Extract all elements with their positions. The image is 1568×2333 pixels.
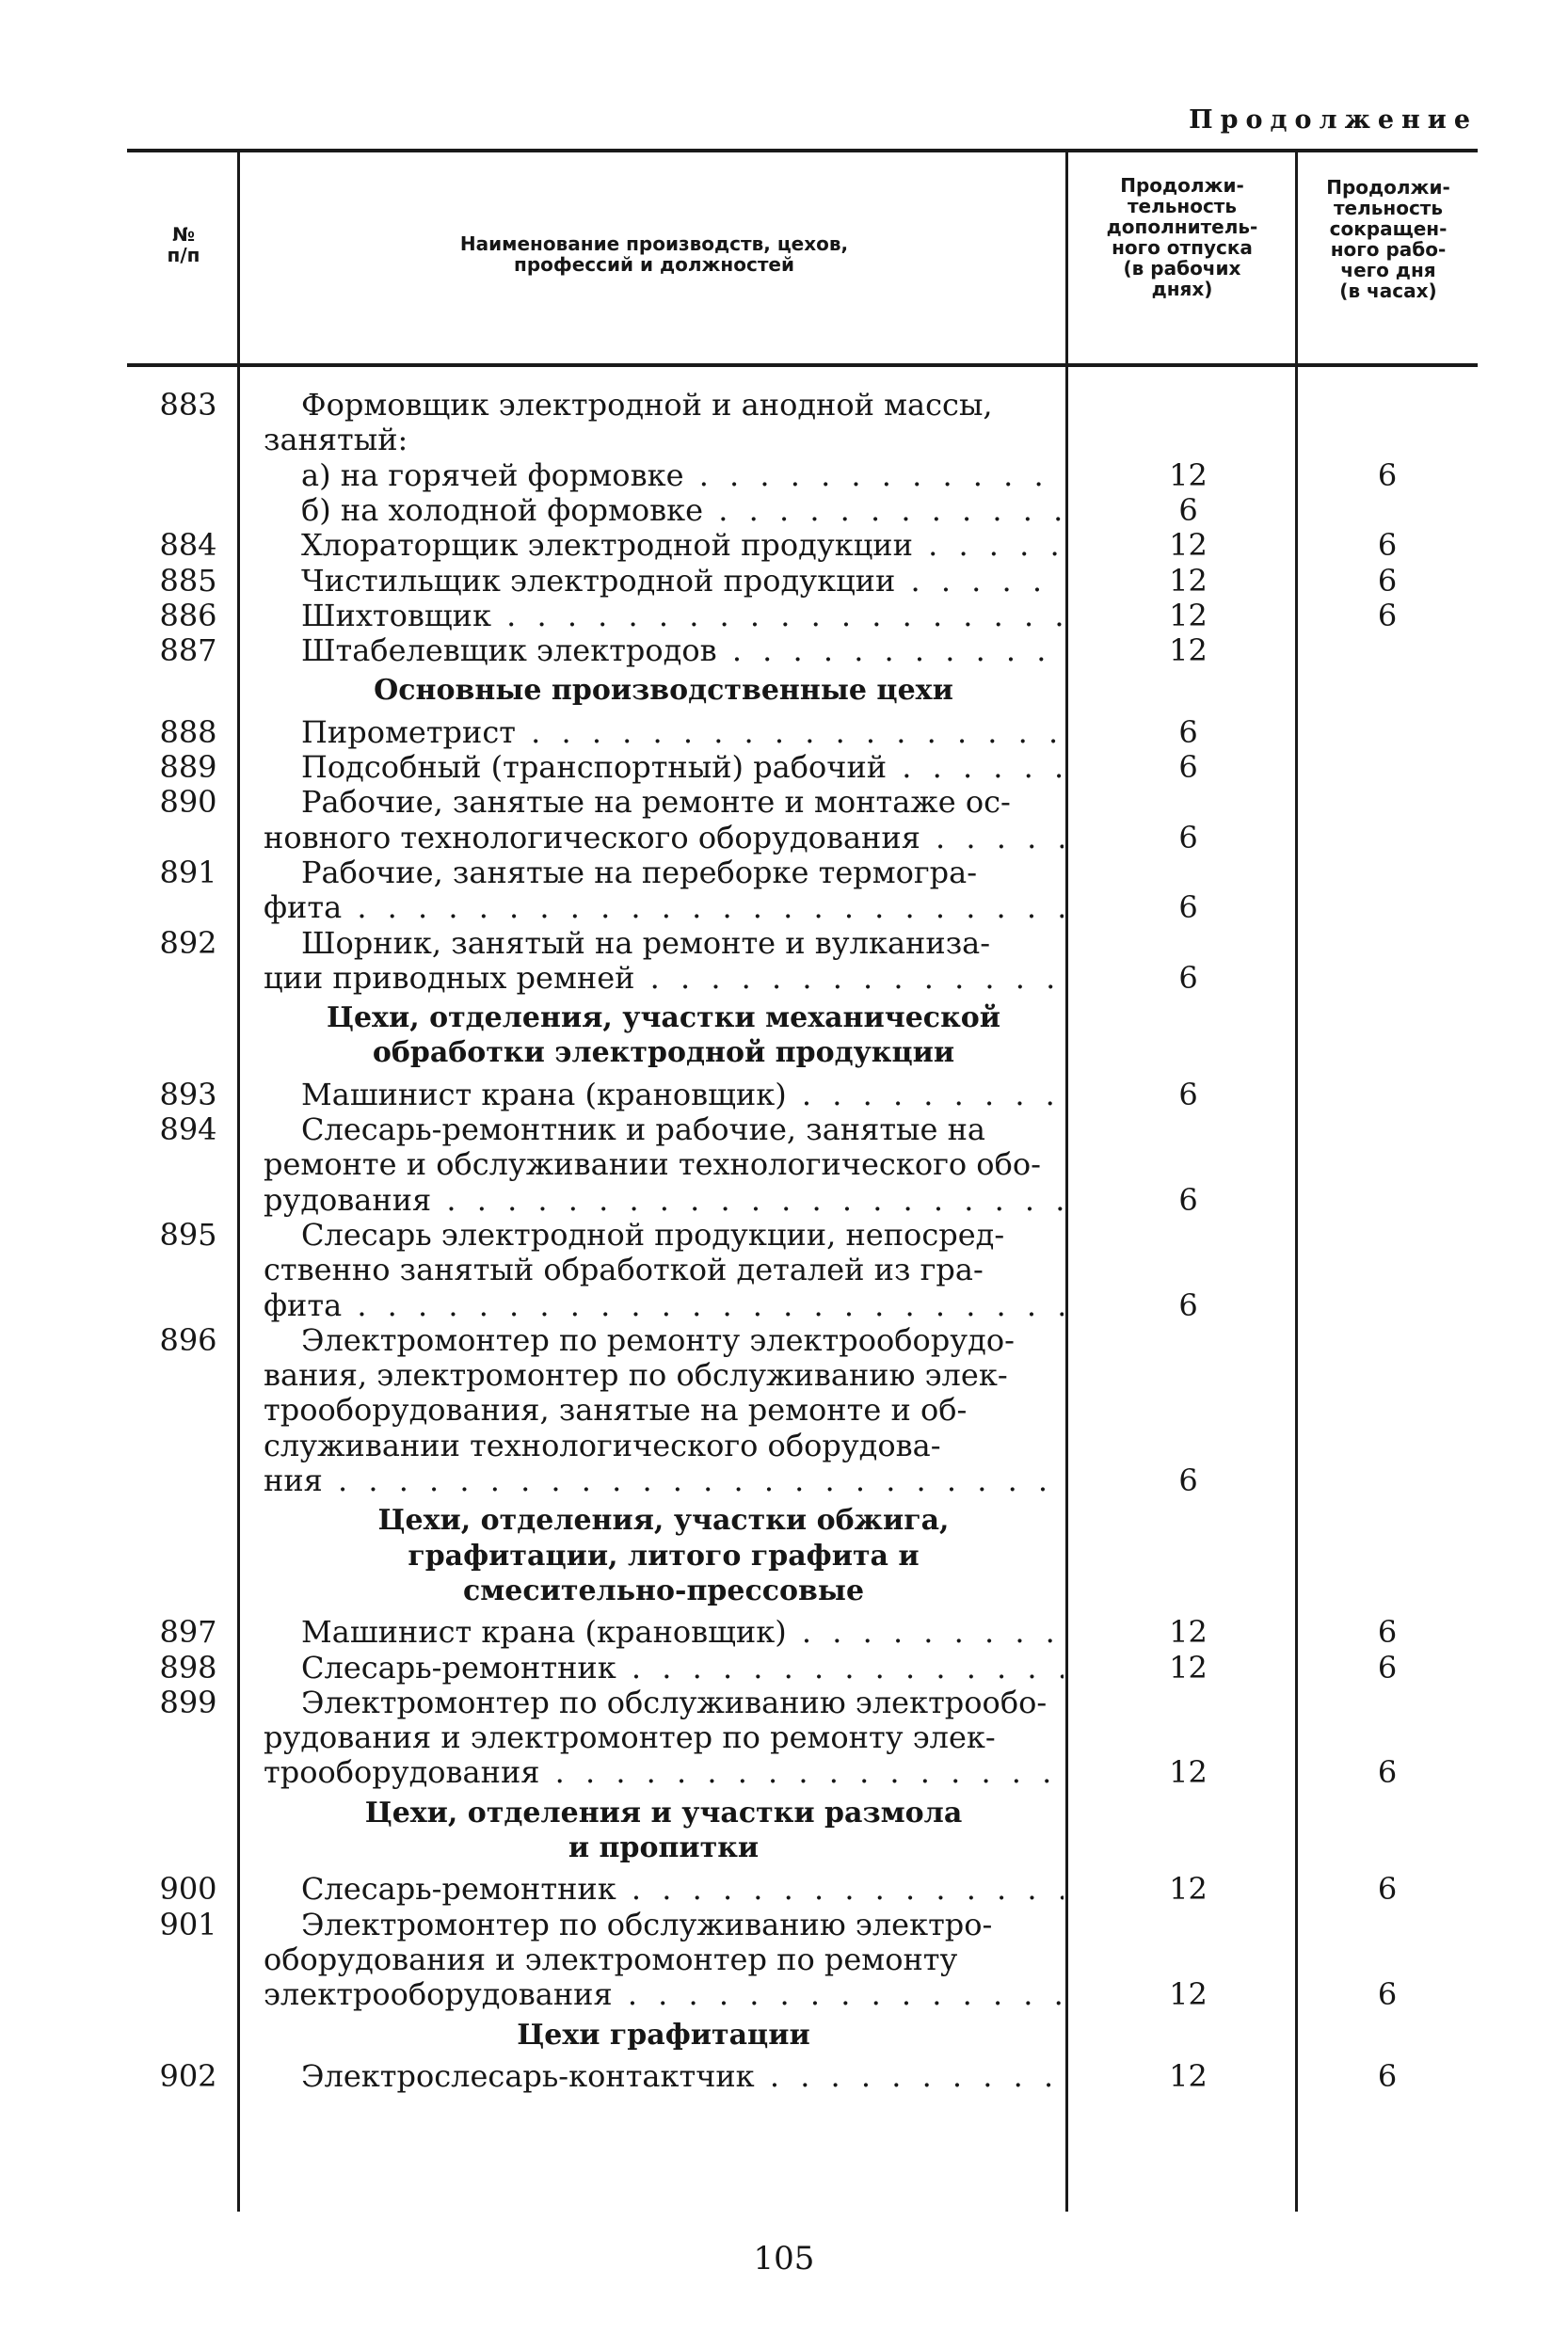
- row-name: трооборудования, занятые на ремонте и об-: [264, 1392, 968, 1429]
- row-name: Машинист крана (крановщик) . . .: [301, 1613, 1064, 1651]
- row-number: 897: [159, 1614, 217, 1651]
- row-name: Электромонтер по ремонту электрооборудо-: [301, 1321, 1015, 1358]
- table-row: [0, 2057, 1568, 2095]
- row-name: Рабочие, занятые на ремонте и монтаже ос-: [301, 784, 1011, 821]
- section-heading: графитации, литого графита и: [408, 1539, 920, 1573]
- table-row: [0, 1684, 1568, 1721]
- table-row: [0, 1613, 1568, 1651]
- row-number: 891: [159, 854, 217, 890]
- table-row: [0, 526, 1568, 564]
- row-vacation-days: 6: [1178, 491, 1198, 528]
- table-row: [0, 1111, 1568, 1148]
- row-number: 892: [159, 924, 217, 961]
- table-row: [0, 1216, 1568, 1254]
- row-number: 899: [159, 1684, 217, 1720]
- row-vacation-days: 6: [1178, 749, 1198, 785]
- row-workday-hours: 6: [1377, 1754, 1398, 1791]
- row-number: 889: [159, 749, 217, 785]
- row-vacation-days: 6: [1178, 1181, 1198, 1218]
- header-vacation: Продолжи- тельность дополнитель- ного отпуска (в рабочих днях): [1106, 174, 1258, 300]
- table-top-rule: [127, 149, 1478, 152]
- row-vacation-days: 12: [1169, 456, 1208, 493]
- row-name: служивании технологического оборудова-: [264, 1427, 941, 1463]
- row-workday-hours: 6: [1377, 2057, 1398, 2094]
- row-workday-hours: 6: [1377, 597, 1398, 633]
- table-row: [0, 783, 1568, 821]
- table-row: [0, 854, 1568, 891]
- row-name: Машинист крана (крановщик) . . .: [301, 1076, 1064, 1113]
- section-heading: Цехи, отделения, участки механической: [326, 1001, 1000, 1035]
- row-name: а) на горячей формовке . . .: [301, 456, 1064, 494]
- table-row: [0, 1941, 1568, 1978]
- row-number: 902: [159, 2057, 217, 2094]
- row-name: ния . . .: [264, 1462, 1064, 1499]
- header-name: Наименование производств, цехов, профессий и должностей: [459, 232, 849, 276]
- row-workday-hours: 6: [1377, 527, 1398, 564]
- row-vacation-days: 12: [1169, 527, 1208, 564]
- row-number: 894: [159, 1111, 217, 1147]
- section-heading: обработки электродной продукции: [372, 1036, 955, 1070]
- row-vacation-days: 12: [1169, 562, 1208, 599]
- row-vacation-days: 6: [1178, 1076, 1198, 1112]
- row-number: 883: [159, 387, 217, 423]
- section-heading: и пропитки: [568, 1831, 760, 1864]
- row-workday-hours: 6: [1377, 1649, 1398, 1686]
- table-row: [0, 1251, 1568, 1288]
- row-number: 888: [159, 713, 217, 750]
- row-name: новного технологического оборудования . . .: [264, 819, 1064, 856]
- row-number: 898: [159, 1649, 217, 1686]
- row-name: электрооборудования . . .: [264, 1975, 1064, 2013]
- row-name: Электромонтер по обслуживанию электрообо-: [301, 1684, 1048, 1720]
- row-number: 884: [159, 527, 217, 564]
- row-vacation-days: 6: [1178, 1286, 1198, 1323]
- table-row: [0, 1753, 1568, 1791]
- table-row: [0, 1076, 1568, 1113]
- table-row: [0, 456, 1568, 494]
- row-name: занятый:: [264, 422, 408, 458]
- row-name: оборудования и электромонтер по ремонту: [264, 1941, 958, 1977]
- row-name: Чистильщик электродной продукции . . .: [301, 562, 1064, 599]
- row-name: Слесарь-ремонтник . . .: [301, 1649, 1064, 1686]
- header-workday: Продолжи- тельность сокращен- ного рабо- чего дня (в часах): [1326, 176, 1450, 302]
- row-number: 890: [159, 784, 217, 821]
- row-workday-hours: 6: [1377, 562, 1398, 599]
- row-number: 885: [159, 562, 217, 599]
- row-name: Штабелевщик электродов . . .: [301, 631, 1064, 669]
- row-name: Шихтовщик . . .: [301, 597, 1064, 634]
- row-number: 886: [159, 597, 217, 633]
- row-name: Электрослесарь-контактчик . . .: [301, 2057, 1064, 2095]
- section-heading: Цехи графитации: [517, 2018, 810, 2052]
- table-row: [0, 1427, 1568, 1464]
- row-name: ственно занятый обработкой деталей из гра-: [264, 1252, 984, 1288]
- row-name: ции приводных ремней . . .: [264, 959, 1064, 997]
- header-bottom-rule: [127, 363, 1478, 367]
- table-row: [0, 597, 1568, 634]
- row-name: Рабочие, занятые на переборке термогра-: [301, 854, 978, 890]
- table-row: [0, 491, 1568, 529]
- table-row: [0, 748, 1568, 786]
- row-name: фита . . .: [264, 1286, 1064, 1324]
- row-name: рудования . . .: [264, 1181, 1064, 1219]
- row-vacation-days: 12: [1169, 632, 1208, 669]
- header-number: № п/п: [167, 223, 200, 266]
- section-heading: Цехи, отделения и участки размола: [364, 1796, 963, 1830]
- row-name: Пирометрист . . .: [301, 713, 1064, 751]
- row-number: 895: [159, 1216, 217, 1253]
- section-heading: Основные производственные цехи: [374, 674, 953, 708]
- row-name: ремонте и обслуживании технологического обо-: [264, 1146, 1041, 1183]
- row-workday-hours: 6: [1377, 1976, 1398, 2013]
- table-row: [0, 959, 1568, 997]
- page-number: 105: [753, 2240, 815, 2277]
- row-name: Подсобный (транспортный) рабочий . . .: [301, 748, 1064, 786]
- row-name: трооборудования . . .: [264, 1753, 1064, 1791]
- row-name: Хлораторщик электродной продукции . . .: [301, 526, 1064, 564]
- table-row: [0, 713, 1568, 751]
- row-vacation-days: 6: [1178, 889, 1198, 926]
- row-name: Слесарь электродной продукции, непосред-: [301, 1216, 1005, 1253]
- table-row: [0, 1718, 1568, 1756]
- table-row: [0, 631, 1568, 669]
- table-row: [0, 1462, 1568, 1499]
- section-heading: смесительно-прессовые: [462, 1574, 865, 1607]
- row-vacation-days: 12: [1169, 2057, 1208, 2094]
- row-number: 887: [159, 632, 217, 669]
- row-workday-hours: 6: [1377, 1614, 1398, 1651]
- table-row: [0, 421, 1568, 458]
- row-vacation-days: 6: [1178, 713, 1198, 750]
- table-row: [0, 386, 1568, 423]
- row-name: Формовщик электродной и анодной массы,: [301, 387, 993, 423]
- table-row: [0, 1321, 1568, 1359]
- row-vacation-days: 12: [1169, 1976, 1208, 2013]
- row-vacation-days: 12: [1169, 1871, 1208, 1908]
- row-name: фита . . .: [264, 888, 1064, 926]
- row-number: 893: [159, 1076, 217, 1112]
- table-row: [0, 1145, 1568, 1183]
- table-row: [0, 888, 1568, 926]
- row-name: б) на холодной формовке . . .: [301, 491, 1064, 529]
- table-row: [0, 924, 1568, 962]
- section-heading: Цехи, отделения, участки обжига,: [377, 1504, 950, 1538]
- table-row: [0, 1975, 1568, 2013]
- row-name: Электромонтер по обслуживанию электро-: [301, 1906, 993, 1942]
- row-workday-hours: 6: [1377, 456, 1398, 493]
- row-number: 900: [159, 1871, 217, 1908]
- table-row: [0, 1286, 1568, 1324]
- table-row: [0, 819, 1568, 856]
- row-vacation-days: 6: [1178, 819, 1198, 855]
- row-workday-hours: 6: [1377, 1871, 1398, 1908]
- table-row: [0, 1391, 1568, 1429]
- row-vacation-days: 12: [1169, 1649, 1208, 1686]
- table-row: [0, 1356, 1568, 1394]
- row-name: вания, электромонтер по обслуживанию элек-: [264, 1357, 1008, 1394]
- table-row: [0, 1649, 1568, 1686]
- row-name: Шорник, занятый на ремонте и вулканиза-: [301, 924, 991, 961]
- row-number: 896: [159, 1321, 217, 1358]
- row-vacation-days: 12: [1169, 597, 1208, 633]
- row-number: 901: [159, 1906, 217, 1942]
- table-row: [0, 1906, 1568, 1943]
- row-vacation-days: 12: [1169, 1614, 1208, 1651]
- row-name: Слесарь-ремонтник и рабочие, занятые на: [301, 1111, 985, 1147]
- table-row: [0, 1181, 1568, 1219]
- continuation-label: Продолжение: [1189, 105, 1478, 135]
- row-vacation-days: 12: [1169, 1754, 1208, 1791]
- table-row: [0, 562, 1568, 599]
- row-vacation-days: 6: [1178, 959, 1198, 996]
- row-name: Слесарь-ремонтник . . .: [301, 1870, 1064, 1908]
- table-row: [0, 1870, 1568, 1908]
- row-vacation-days: 6: [1178, 1462, 1198, 1498]
- row-name: рудования и электромонтер по ремонту элек-: [264, 1719, 996, 1756]
